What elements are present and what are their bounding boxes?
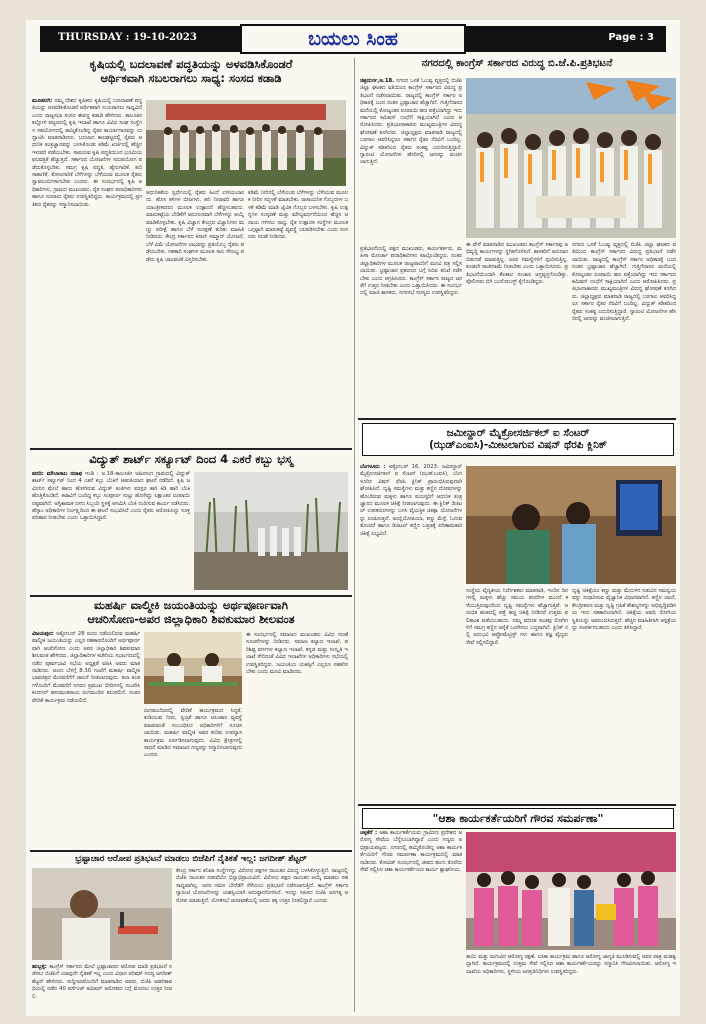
farming-body-col2: ಆಧುನಿಕತೆಯ ಸ್ವರ್ಧೆಯಲ್ಲಿ ರೈತರು ಹಿಂದೆ ಉಳಿಯಬಾರದು. ಹೊಸ ತಳಿಗಳ ಬೀಜಗಳು, ಹನಿ ನೀರಾವರಿ ಹಾಗೂ ಯಾಂತ್ರೀಕರಣದ ಮೂಲಕ ಉತ್ಪಾದನೆ ಹೆಚ್ಚಿಸಬಹುದು. ಮಾರುಕಟ್ಟೆಯ ಬೇಡಿಕೆಗೆ ಅನುಗುಣವಾಗಿ ಬೆಳೆಗಳನ್ನು ಆಯ್ಕೆ ಮಾಡಿಕೊಳ್ಳಬೇಕು. ಕೃಷಿ ವಿಜ್ಞಾನ ಕೇಂದ್ರದ ವಿಜ್ಞಾನಿಗಳು ಮಣ್ಣು ಪರೀಕ್ಷೆ ಹಾಗೂ ಬೆಳೆ ಸಂರಕ್ಷಣೆ ಕುರಿತು ಮಾಹಿತಿ ನೀಡಿದರು. ಕೇಂದ್ರ ಸರ್ಕಾರದ ಕಿಸಾನ್ ಸಮ್ಮಾನ್ ಯೋಜನೆ, ಬೆಳೆ ವಿಮೆ ಯೋಜನೆಗಳ ಲಾಭವನ್ನು ಪ್ರತಿಯೊಬ್ಬ ರೈತರು ಪಡೆಯಬೇಕು. ಸಹಕಾರಿ ಸಂಘಗಳ ಮೂಲಕ ಸಾಲ ಸೌಲಭ್ಯ ಪಡೆದು ಕೃಷಿ ಚಟುವಟಿಕೆ ವಿಸ್ತರಿಸಬೇಕು. bbox=[146, 190, 244, 263]
asha-headline: "ಆಶಾ ಕಾರ್ಯಕರ್ತೆಯರಿಗೆ ಗೌರವ ಸಮರ್ಪಣಾ" bbox=[362, 808, 674, 829]
valmiki-body-col1: ವಿಜಯಪುರ: ಅಕ್ಟೋಬರ್ 28 ರಂದು ನಡೆಯಲಿರುವ ಮಹರ್ಷಿ ವಾಲ್ಮೀಕಿ ಜಯಂತಿಯನ್ನು ಎಲ್ಲರ ಸಹಕಾರದೊಂದಿಗೆ ಅರ್ಥಪೂರ್ಣವಾಗಿ ಆಚರಿಸೋಣ ಎಂದು ಅಪರ ಜಿಲ್ಲಾಧಿಕಾರಿ ಶಿವಕುಮಾರ ಶೀಲವಂತ ಹೇಳಿದರು. ಜಿಲ್ಲಾಧಿಕಾರಿಗಳ ಕಚೇರಿಯ ಸಭಾಂಗಣದಲ್ಲಿ ನಡೆದ ಪೂರ್ವಭಾವಿ ಸಭೆಯ ಅಧ್ಯಕ್ಷತೆ ವಹಿಸಿ ಅವರು ಮಾತನಾಡಿದರು. ಅಂದು ಬೆಳಿಗ್ಗೆ 8.30 ಗಂಟೆಗೆ ಮಹರ್ಷಿ ವಾಲ್ಮೀಕಿ ಭಾವಚಿತ್ರದ ಮೆರವಣಿಗೆಗೆ ಚಾಲನೆ ನೀಡಲಾಗುವುದು. ಕಲಾ ತಂಡಗಳೊಂದಿಗೆ ಮೆರವಣಿಗೆ ನಗರದ ಪ್ರಮುಖ ಬೀದಿಗಳಲ್ಲಿ ಸಂಚರಿಸಿ ಕಂದಗಲ್ ಹನುಮಂತರಾಯ ರಂಗಮಂದಿರ ತಲುಪಲಿದೆ. ನಂತರ ವೇದಿಕೆ ಕಾರ್ಯಕ್ರಮ ನಡೆಯಲಿದೆ. bbox=[32, 631, 140, 704]
divider bbox=[30, 595, 352, 597]
divider bbox=[358, 804, 676, 806]
protest-body-col2: ಪ್ರತಿಭಟನೆಯಲ್ಲಿ ಪಕ್ಷದ ಮುಖಂಡರು, ಕಾರ್ಯಕರ್ತರು, ಮಹಿಳಾ ಮೋರ್ಚಾ ಪದಾಧಿಕಾರಿಗಳು ಪಾಲ್ಗೊಂಡಿದ್ದರು. ನಂತರ ಜಿಲ್ಲಾಧಿಕಾರಿಗಳ ಮೂಲಕ ರಾಜ್ಯಪಾಲರಿಗೆ ಮನವಿ ಪತ್ರ ಸಲ್ಲಿಸಲಾಯಿತು. ಭ್ರಷ್ಟಾಚಾರ ಪ್ರಕರಣದ ಬಗ್ಗೆ ಸಿಬಿಐ ತನಿಖೆ ನಡೆಸಬೇಕು ಎಂದು ಆಗ್ರಹಿಸಿದರು. ಕಾಂಗ್ರೆಸ್ ಸರ್ಕಾರ ರಾಜ್ಯದ ಜನತೆಗೆ ಉತ್ತರ ನೀಡಬೇಕು ಎಂದು ಒತ್ತಾಯಿಸಿದರು. ಈ ಸಂದರ್ಭದಲ್ಲಿ ಮಾಜಿ ಶಾಸಕರು, ನಗರಸಭೆ ಸದಸ್ಯರು ಉಪಸ್ಥಿತರಿದ್ದರು. bbox=[360, 246, 462, 297]
clinic-body-col1: ಬೆಂಗಳೂರು : ಅಕ್ಟೋಬರ್ 16, 2023: ಜಮೀನ್ದಾರ್ ಮೈಕ್ರೋಸರ್ಜಿಕಲ್ ಐ ಸೆಂಟರ್ (ಝಡ್ಎಂಐಸಿ), ಬೆಂಗಳೂರಿನ ವಿಷನ್ ಥೆರಪಿ ಕ್ಲಿನಿಕ್ ಪ್ರಾರಂಭಿಸಿರುವುದಾಗಿ ಘೋಷಿಸಿದೆ. ದೃಷ್ಟಿ ಸಮಸ್ಯೆಗಳು ಮತ್ತು ಕಣ್ಣಿನ ದೋಷಗಳನ್ನು ಹೊಂದಿರುವ ಮಕ್ಕಳು ಹಾಗೂ ವಯಸ್ಕರಿಗೆ ಆಧುನಿಕ ತಂತ್ರಜ್ಞಾನದ ಮೂಲಕ ಚಿಕಿತ್ಸೆ ನೀಡಲಾಗುವುದು. ಈ ಕ್ಲಿನಿಕ್ ಡಿಜಿಟಲ್ ಉಪಕರಣಗಳನ್ನು ಬಳಸಿ ವೈಯಕ್ತಿಕ ಚಿಕಿತ್ಸಾ ಯೋಜನೆಗಳನ್ನು ರೂಪಿಸುತ್ತದೆ. ಅಂಬ್ಲಿಯೋಪಿಯಾ, ಕಣ್ಣು ಮೆಳ್ಳೆ, ಓದುವ ತೊಂದರೆ ಹಾಗೂ ಡಿಜಿಟಲ್ ಕಣ್ಣಿನ ಒತ್ತಡಕ್ಕೆ ಪರಿಣಾಮಕಾರಿ ಚಿಕಿತ್ಸೆ ಲಭ್ಯವಿದೆ. bbox=[360, 464, 462, 537]
protest-body-col1: ಚಿತ್ರದುರ್ಗ,ಅ.18. ನಗರದ ಒನಕೆ ಓಬವ್ವ ವೃತ್ತದಲ್ಲಿ ಬಿಜೆಪಿ ಜಿಲ್ಲಾ ಘಟಕದ ವತಿಯಿಂದ ಕಾಂಗ್ರೆಸ್ ಸರ್ಕಾರದ ವಿರುದ್ಧ ಪ್ರತಿಭಟನೆ ನಡೆಸಲಾಯಿತು. ರಾಜ್ಯದಲ್ಲಿ ಕಾಂಗ್ರೆಸ್ ಸರ್ಕಾರ ಅಧಿಕಾರಕ್ಕೆ ಬಂದ ನಂತರ ಭ್ರಷ್ಟಾಚಾರ ಹೆಚ್ಚಾಗಿದೆ. ಗುತ್ತಿಗೆದಾರರ ಮನೆಯಲ್ಲಿ ಕೋಟ್ಯಂತರ ರೂಪಾಯಿ ಹಣ ಪತ್ತೆಯಾಗಿದ್ದು ಇದು ಸರ್ಕಾರದ ಕಮಿಷನ್ ದಂಧೆಗೆ ಸಾಕ್ಷಿಯಾಗಿದೆ ಎಂದು ಆರೋಪಿಸಿದರು. ಪ್ರತಿಭಟನಾಕಾರರು ಮುಖ್ಯಮಂತ್ರಿಗಳ ವಿರುದ್ಧ ಘೋಷಣೆ ಕೂಗಿದರು. ಜಿಲ್ಲಾಧ್ಯಕ್ಷರು ಮಾತನಾಡಿ ರಾಜ್ಯದಲ್ಲಿ ಬರಗಾಲ ಆವರಿಸಿದ್ದರೂ ಸರ್ಕಾರ ರೈತರ ನೆರವಿಗೆ ಬಂದಿಲ್ಲ. ವಿದ್ಯುತ್ ಕಡಿತದಿಂದ ರೈತರು ಸಂಕಷ್ಟ ಎದುರಿಸುತ್ತಿದ್ದಾರೆ. ಗ್ಯಾರಂಟಿ ಯೋಜನೆಗಳ ಹೆಸರಿನಲ್ಲಿ ಜನರನ್ನು ವಂಚಿಸಲಾಗುತ್ತಿದೆ. bbox=[360, 78, 462, 166]
protest-photo bbox=[466, 78, 676, 238]
clinic-photo bbox=[466, 466, 676, 584]
corruption-body-col2: ಕೇಂದ್ರ ಸರ್ಕಾರ ತನಿಖಾ ಸಂಸ್ಥೆಗಳನ್ನು ವಿರೋಧ ಪಕ್ಷಗಳ ನಾಯಕರ ವಿರುದ್ಧ ಬಳಸಿಕೊಳ್ಳುತ್ತಿದೆ. ರಾಜ್ಯದಲ್ಲಿ ಬಿಜೆಪಿ ನಾಯಕರ ನಡುವೆಯೇ ಭಿನ್ನಾಭಿಪ್ರಾಯವಿದೆ. ವಿರೋಧ ಪಕ್ಷದ ನಾಯಕನ ಆಯ್ಕೆ ಮಾಡಲು ಸಹ ಸಾಧ್ಯವಾಗಿಲ್ಲ. ಜನರ ಗಮನ ಬೇರೆಡೆಗೆ ಸೆಳೆಯಲು ಪ್ರತಿಭಟನೆ ನಡೆಸಲಾಗುತ್ತಿದೆ. ಕಾಂಗ್ರೆಸ್ ಸರ್ಕಾರ ಗ್ಯಾರಂಟಿ ಯೋಜನೆಗಳನ್ನು ಯಶಸ್ವಿಯಾಗಿ ಅನುಷ್ಠಾನಗೊಳಿಸಿದೆ. ಇದನ್ನು ಸಹಿಸದ ಬಿಜೆಪಿ ಅನಗತ್ಯ ಆರೋಪ ಮಾಡುತ್ತಿದೆ. ಲೋಕಸಭೆ ಚುನಾವಣೆಯಲ್ಲಿ ಜನರು ತಕ್ಕ ಉತ್ತರ ನೀಡಲಿದ್ದಾರೆ ಎಂದರು. bbox=[176, 868, 348, 904]
divider bbox=[30, 448, 352, 450]
protest-body-col3: ಈ ವೇಳೆ ಮಾತನಾಡಿದ ಮುಖಂಡರು ಕಾಂಗ್ರೆಸ್ ಸರ್ಕಾರವು ಅಭಿವೃದ್ಧಿ ಕಾರ್ಯಗಳನ್ನು ಸ್ಥಗಿತಗೊಳಿಸಿದೆ. ಶಾಸಕರಿಗೆ ಅನುದಾನ ಬಿಡುಗಡೆ ಮಾಡುತ್ತಿಲ್ಲ. ಜನರ ಸಮಸ್ಯೆಗಳಿಗೆ ಸ್ಪಂದಿಸುತ್ತಿಲ್ಲ. ಕೂಡಲೇ ರಾಜೀನಾಮೆ ನೀಡಬೇಕು ಎಂದು ಒತ್ತಾಯಿಸಿದರು. ಪ್ರತಿಭಟನೆಯಿಂದಾಗಿ ಕೆಲಕಾಲ ಸಂಚಾರ ಅಸ್ತವ್ಯಸ್ತಗೊಂಡಿತ್ತು. ಪೊಲೀಸರು ಬಿಗಿ ಬಂದೋಬಸ್ತ್ ಕೈಗೊಂಡಿದ್ದರು. bbox=[466, 242, 568, 286]
farming-body-col1: ಮೂಡಲಗಿ: ನಮ್ಮ ದೇಶದ ಕೃಷಿಕರು ಕೃಷಿಯಲ್ಲಿ ಬದಲಾವಣೆ ಪದ್ಧತಿಯನ್ನು ಅಳವಡಿಸಿಕೊಂಡರೆ ಆರ್ಥಿಕವಾಗಿ ಸಬಲರಾಗಲು ಸಾಧ್ಯವಿದೆ ಎಂದು ರಾಜ್ಯಸಭಾ ಸಂಸದ ಈರಣ್ಣ ಕಡಾಡಿ ಹೇಳಿದರು. ತಾಲೂಕಿನ ಕಲ್ಲೋಳಿ ಪಟ್ಟಣದಲ್ಲಿ ಕೃಷಿ ಇಲಾಖೆ ಹಾಗೂ ವಿವಿಧ ಸಂಘ ಸಂಸ್ಥೆಗಳ ಸಹಯೋಗದಲ್ಲಿ ಹಮ್ಮಿಕೊಂಡಿದ್ದ ರೈತರ ಕಾರ್ಯಾಗಾರವನ್ನು ಉದ್ಘಾಟಿಸಿ ಮಾತನಾಡಿದರು. ಬದಲಾದ ಕಾಲಘಟ್ಟದಲ್ಲಿ ರೈತರು ಆಧುನಿಕ ತಂತ್ರಜ್ಞಾನವನ್ನು ಬಳಸಿಕೊಂಡು ಕಡಿಮೆ ಖರ್ಚಿನಲ್ಲಿ ಹೆಚ್ಚಿನ ಇಳುವರಿ ಪಡೆಯಬೇಕು. ಸಾವಯವ ಕೃಷಿ ಪದ್ಧತಿಯಿಂದ ಭೂಮಿಯ ಫಲವತ್ತತೆ ಹೆಚ್ಚುತ್ತದೆ. ಸರ್ಕಾರದ ಯೋಜನೆಗಳ ಸದುಪಯೋಗ ಪಡೆದುಕೊಳ್ಳಬೇಕು. ಸಮಗ್ರ ಕೃಷಿ ಪದ್ಧತಿ, ಹೈನುಗಾರಿಕೆ, ಕುರಿ ಸಾಕಾಣಿಕೆ, ತೋಟಗಾರಿಕೆ ಬೆಳೆಗಳನ್ನು ಬೆಳೆಯುವ ಮೂಲಕ ರೈತರು ಸ್ವಾವಲಂಬಿಗಳಾಗಬೇಕು ಎಂದರು. ಈ ಸಂದರ್ಭದಲ್ಲಿ ಕೃಷಿ ಅಧಿಕಾರಿಗಳು, ಗ್ರಾಮದ ಮುಖಂಡರು, ರೈತ ಸಂಘದ ಪದಾಧಿಕಾರಿಗಳು ಹಾಗೂ ನೂರಾರು ರೈತರು ಉಪಸ್ಥಿತರಿದ್ದರು. ಕಾರ್ಯಕ್ರಮದಲ್ಲಿ ಪ್ರಗತಿಪರ ರೈತರನ್ನು ಸನ್ಮಾನಿಸಲಾಯಿತು. bbox=[32, 98, 142, 208]
header-bar bbox=[40, 26, 666, 52]
protest-body-col4: ನಗರದ ಒನಕೆ ಓಬವ್ವ ವೃತ್ತದಲ್ಲಿ ಬಿಜೆಪಿ ಜಿಲ್ಲಾ ಘಟಕದ ವತಿಯಿಂದ ಕಾಂಗ್ರೆಸ್ ಸರ್ಕಾರದ ವಿರುದ್ಧ ಪ್ರತಿಭಟನೆ ನಡೆಸಲಾಯಿತು. ರಾಜ್ಯದಲ್ಲಿ ಕಾಂಗ್ರೆಸ್ ಸರ್ಕಾರ ಅಧಿಕಾರಕ್ಕೆ ಬಂದ ನಂತರ ಭ್ರಷ್ಟಾಚಾರ ಹೆಚ್ಚಾಗಿದೆ. ಗುತ್ತಿಗೆದಾರರ ಮನೆಯಲ್ಲಿ ಕೋಟ್ಯಂತರ ರೂಪಾಯಿ ಹಣ ಪತ್ತೆಯಾಗಿದ್ದು ಇದು ಸರ್ಕಾರದ ಕಮಿಷನ್ ದಂಧೆಗೆ ಸಾಕ್ಷಿಯಾಗಿದೆ ಎಂದು ಆರೋಪಿಸಿದರು. ಪ್ರತಿಭಟನಾಕಾರರು ಮುಖ್ಯಮಂತ್ರಿಗಳ ವಿರುದ್ಧ ಘೋಷಣೆ ಕೂಗಿದರು. ಜಿಲ್ಲಾಧ್ಯಕ್ಷರು ಮಾತನಾಡಿ ರಾಜ್ಯದಲ್ಲಿ ಬರಗಾಲ ಆವರಿಸಿದ್ದರೂ ಸರ್ಕಾರ ರೈತರ ನೆರವಿಗೆ ಬಂದಿಲ್ಲ. ವಿದ್ಯುತ್ ಕಡಿತದಿಂದ ರೈತರು ಸಂಕಷ್ಟ ಎದುರಿಸುತ್ತಿದ್ದಾರೆ. ಗ್ಯಾರಂಟಿ ಯೋಜನೆಗಳ ಹೆಸರಿನಲ್ಲಿ ಜನರನ್ನು ವಂಚಿಸಲಾಗುತ್ತಿದೆ. bbox=[572, 242, 676, 323]
shettar-photo bbox=[32, 868, 172, 960]
farming-event-photo bbox=[146, 100, 346, 186]
clinic-body-col2: ಸಂಸ್ಥೆಯ ವೈದ್ಯಕೀಯ ನಿರ್ದೇಶಕರು ಮಾತನಾಡಿ, ಇಂದಿನ ದಿನಗಳಲ್ಲಿ ಮಕ್ಕಳು ಹೆಚ್ಚು ಸಮಯ ಪರದೆಗಳ ಮುಂದೆ ಕಳೆಯುತ್ತಿರುವುದರಿಂದ ದೃಷ್ಟಿ ಸಮಸ್ಯೆಗಳು ಹೆಚ್ಚಾಗುತ್ತಿವೆ. ಆರಂಭಿಕ ಹಂತದಲ್ಲಿ ಪತ್ತೆ ಹಚ್ಚಿ ಚಿಕಿತ್ಸೆ ನೀಡಿದರೆ ಉತ್ತಮ ಫಲಿತಾಂಶ ಪಡೆಯಬಹುದು. ನಮ್ಮ ಪರಿಣತ ತಂಡವು ರೋಗಿಗಳಿಗೆ ಸಮಗ್ರ ಕಣ್ಣಿನ ಆರೈಕೆ ಒದಗಿಸಲು ಬದ್ಧವಾಗಿದೆ. ಕ್ಲಿನಿಕ್ ನಲ್ಲಿ ಅನುಭವಿ ಆಪ್ಟೋಮೆಟ್ರಿಸ್ಟ್ ಗಳು ಹಾಗೂ ತಜ್ಞ ವೈದ್ಯರು ಸೇವೆ ಸಲ್ಲಿಸಲಿದ್ದಾರೆ. bbox=[466, 588, 568, 646]
valmiki-body-col2: ರಂಗಮಂದಿರದಲ್ಲಿ ವೇದಿಕೆ ಕಾರ್ಯಕ್ರಮದ ಸಿದ್ಧತೆ, ಕುಡಿಯುವ ನೀರು, ಸ್ವಚ್ಛತೆ ಹಾಗೂ ಅಲಂಕಾರ ವ್ಯವಸ್ಥೆ ಮಾಡುವಂತೆ ಸಂಬಂಧಿಸಿದ ಅಧಿಕಾರಿಗಳಿಗೆ ಸೂಚಿಸಲಾಯಿತು. ಮಹರ್ಷಿ ವಾಲ್ಮೀಕಿ ಅವರ ಕುರಿತು ಉಪನ್ಯಾಸ ಕಾರ್ಯಕ್ರಮ ಏರ್ಪಡಿಸಲಾಗುವುದು. ವಿವಿಧ ಕ್ಷೇತ್ರಗಳಲ್ಲಿ ಸಾಧನೆ ಮಾಡಿದ ಸಮಾಜದ ಗಣ್ಯರನ್ನು ಸನ್ಮಾನಿಸಲಾಗುವುದು ಎಂದರು. bbox=[144, 708, 242, 759]
newspaper-page bbox=[26, 20, 680, 1016]
corruption-headline: ಭ್ರಷ್ಟಾಚಾರ ಆರೋಪ ಪ್ರತಿಭಟನೆ ಮಾಡಲು ಬಿಜೆಪಿಗೆ ನೈತಿಕತೆ ಇಲ್ಲ: ಜಗದೀಶ್ ಶೆಟ್ಟರ್ bbox=[75, 854, 307, 864]
column-separator bbox=[354, 58, 355, 1012]
short-circuit-headline: ವಿದ್ಯುತ್ ಶಾರ್ಟ್ ಸರ್ಕ್ಯೂಟ್ ದಿಂದ 4 ಎಕರೆ ಕಬ್ಬು ಭಸ್ಮ bbox=[89, 452, 293, 466]
protest-headline: ನಗರದಲ್ಲಿ ಕಾಂಗ್ರೆಸ್ ಸರ್ಕಾರದ ವಿರುದ್ಧ ಬಿ.ಜೆ.ಪಿ.ಪ್ರತಿಭಟನೆ bbox=[421, 58, 613, 69]
valmiki-body-col3: ಈ ಸಂದರ್ಭದಲ್ಲಿ ಸಮಾಜದ ಮುಖಂಡರು ವಿವಿಧ ಸಲಹೆ ಸೂಚನೆಗಳನ್ನು ನೀಡಿದರು. ಸಮಾಜ ಕಲ್ಯಾಣ ಇಲಾಖೆ, ಪರಿಶಿಷ್ಟ ವರ್ಗಗಳ ಕಲ್ಯಾಣ ಇಲಾಖೆ, ಕನ್ನಡ ಮತ್ತು ಸಂಸ್ಕೃತಿ ಇಲಾಖೆ ಸೇರಿದಂತೆ ವಿವಿಧ ಇಲಾಖೆಗಳ ಅಧಿಕಾರಿಗಳು ಸಭೆಯಲ್ಲಿ ಉಪಸ್ಥಿತರಿದ್ದರು. ಜಯಂತಿಯ ಯಶಸ್ಸಿಗೆ ಎಲ್ಲರೂ ಸಹಕರಿಸಬೇಕು ಎಂದು ಮನವಿ ಮಾಡಿದರು. bbox=[246, 632, 348, 676]
corruption-body-col1: ಹುಬ್ಬಳ್ಳಿ: ಕಾಂಗ್ರೆಸ್ ಸರ್ಕಾರದ ಮೇಲೆ ಭ್ರಷ್ಟಾಚಾರದ ಆರೋಪ ಮಾಡಿ ಪ್ರತಿಭಟನೆ ನಡೆಸಲು ಬಿಜೆಪಿಗೆ ಯಾವುದೇ ನೈತಿಕತೆ ಇಲ್ಲ ಎಂದು ವಿಧಾನ ಪರಿಷತ್ ಸದಸ್ಯ ಜಗದೀಶ್ ಶೆಟ್ಟರ್ ಹೇಳಿದರು. ಸುದ್ದಿಗಾರರೊಂದಿಗೆ ಮಾತನಾಡಿದ ಅವರು, ಬಿಜೆಪಿ ಆಡಳಿತಾವಧಿಯಲ್ಲಿ ನಡೆದ 40 ಪರ್ಸೆಂಟ್ ಕಮಿಷನ್ ಆರೋಪದ ಬಗ್ಗೆ ಮೊದಲು ಉತ್ತರ ನೀಡಲಿ. bbox=[32, 964, 172, 1000]
masthead: ಬಯಲು ಸಿಂಹ bbox=[240, 24, 466, 54]
clinic-headline: ಜಮೀನ್ದಾರ್ ಮೈಕ್ರೋಸರ್ಜಿಕಲ್ ಐ ಸೆಂಟರ್ (ಝಡ್ಎಂಐಸಿ)-ಮೀಟಲಾಗುವ ವಿಷನ್ ಥೆರಪಿ ಕ್ಲಿನಿಕ್ bbox=[362, 423, 674, 456]
farming-body-col3: ಕಡಿಮೆ ನೀರಿನಲ್ಲಿ ಬೆಳೆಯುವ ಬೆಳೆಗಳನ್ನು ಬೆಳೆಯುವ ಮೂಲಕ ನೀರಿನ ಸದ್ಬಳಕೆ ಮಾಡಬೇಕು. ರಾಸಾಯನಿಕ ಗೊಬ್ಬರಗಳ ಬಳಕೆ ಕಡಿಮೆ ಮಾಡಿ ಜೈವಿಕ ಗೊಬ್ಬರ ಬಳಸಬೇಕು. ಕೃಷಿ ಉತ್ಪನ್ನಗಳ ಸಂಸ್ಕರಣೆ ಮತ್ತು ಮೌಲ್ಯವರ್ಧನೆಯಿಂದ ಹೆಚ್ಚಿನ ಆದಾಯ ಗಳಿಸಲು ಸಾಧ್ಯ. ರೈತ ಉತ್ಪಾದಕ ಸಂಸ್ಥೆಗಳ ಮೂಲಕ ಒಗ್ಗಟ್ಟಾಗಿ ಮಾರುಕಟ್ಟೆ ವ್ಯವಸ್ಥೆ ಬಲಪಡಿಸಬೇಕು ಎಂದು ಸಂಸದರು ಸಲಹೆ ನೀಡಿದರು. bbox=[248, 190, 348, 241]
divider bbox=[358, 418, 676, 420]
asha-body-col2: ತಾಯಿ ಮತ್ತು ಮಗುವಿನ ಆರೋಗ್ಯ ರಕ್ಷಣೆ, ಲಸಿಕಾ ಕಾರ್ಯಕ್ರಮ ಹಾಗೂ ಆರೋಗ್ಯ ಜಾಗೃತಿ ಮೂಡಿಸುವಲ್ಲಿ ಅವರ ಪಾತ್ರ ಮಹತ್ವದ್ದಾಗಿದೆ. ಕಾರ್ಯಕ್ರಮದಲ್ಲಿ ಉತ್ತಮ ಸೇವೆ ಸಲ್ಲಿಸಿದ ಆಶಾ ಕಾರ್ಯಕರ್ತೆಯರನ್ನು ಸನ್ಮಾನಿಸಿ ಗೌರವಿಸಲಾಯಿತು. ಆರೋಗ್ಯ ಇಲಾಖೆಯ ಅಧಿಕಾರಿಗಳು, ಸ್ಥಳೀಯ ಜನಪ್ರತಿನಿಧಿಗಳು ಉಪಸ್ಥಿತರಿದ್ದರು. bbox=[466, 954, 676, 975]
valmiki-meeting-photo bbox=[144, 632, 242, 704]
valmiki-headline: ಮಹರ್ಷಿ ವಾಲ್ಮೀಕಿ ಜಯಂತಿಯನ್ನು ಅರ್ಥಪೂರ್ಣವಾಗಿ ಆಚರಿಸೋಣ-ಅಪರ ಜಿಲ್ಲಾಧಿಕಾರಿ ಶಿವಕುಮಾರ ಶೀಲವಂತ bbox=[87, 598, 295, 626]
page-number: Page : 3 bbox=[608, 32, 654, 43]
asha-body-col1: ಚಳ್ಳಕೆರೆ : ಆಶಾ ಕಾರ್ಯಕರ್ತೆಯರು ಗ್ರಾಮೀಣ ಪ್ರದೇಶದ ಆರೋಗ್ಯ ಸೇವೆಯ ಬೆನ್ನೆಲುಬಾಗಿದ್ದಾರೆ ಎಂದು ಗಣ್ಯರು ಅಭಿಪ್ರಾಯಪಟ್ಟರು. ನಗರದಲ್ಲಿ ಹಮ್ಮಿಕೊಂಡಿದ್ದ ಆಶಾ ಕಾರ್ಯಕರ್ತೆಯರಿಗೆ ಗೌರವ ಸಮರ್ಪಣಾ ಕಾರ್ಯಕ್ರಮದಲ್ಲಿ ಮಾತನಾಡಿದರು. ಕೋವಿಡ್ ಸಂದರ್ಭದಲ್ಲಿ ಜೀವದ ಹಂಗು ತೊರೆದು ಸೇವೆ ಸಲ್ಲಿಸಿದ ಆಶಾ ಕಾರ್ಯಕರ್ತೆಯರ ಕಾರ್ಯ ಶ್ಲಾಘನೀಯ. bbox=[360, 830, 462, 874]
asha-group-photo bbox=[466, 832, 676, 950]
burnt-sugarcane-photo bbox=[194, 472, 348, 590]
divider bbox=[30, 850, 352, 852]
issue-date: THURSDAY : 19-10-2023 bbox=[58, 32, 197, 43]
short-circuit-body: ವರದಿ: ಮೌಲಾಸಾಬ ನದಾಫ ಇಂಡಿ : ಅ.18-ತಾಲೂಕಿನ ಅಹಿರಸಂಗ ಗ್ರಾಮದಲ್ಲಿ ವಿದ್ಯುತ್ ಶಾರ್ಟ್ ಸರ್ಕ್ಯೂಟ್ ನಿಂದ 4 ಎಕರೆ ಕಬ್ಬು ಬೆಂಕಿಗೆ ಆಹುತಿಯಾದ ಘಟನೆ ನಡೆದಿದೆ. ಕೃಷಿ ಜಮೀನಿನ ಮೇಲೆ ಹಾದು ಹೋಗಿರುವ ವಿದ್ಯುತ್ ತಂತಿಗಳು ಪರಸ್ಪರ ತಾಗಿ ಕಿಡಿ ಹಾರಿ ಬೆಂಕಿ ಹೊತ್ತಿಕೊಂಡಿದೆ. ಕಟಾವಿಗೆ ಬಂದಿದ್ದ ಕಬ್ಬು ಸಂಪೂರ್ಣ ಸುಟ್ಟು ಹೋಗಿದ್ದು ಲಕ್ಷಾಂತರ ರೂಪಾಯಿ ನಷ್ಟವಾಗಿದೆ. ಅಗ್ನಿಶಾಮಕ ದಳದ ಸಿಬ್ಬಂದಿ ಸ್ಥಳಕ್ಕೆ ಆಗಮಿಸಿ ಬೆಂಕಿ ನಂದಿಸುವ ಕಾರ್ಯ ನಡೆಸಿದರು. ಹೆಸ್ಕಾಂ ಅಧಿಕಾರಿಗಳ ನಿರ್ಲಕ್ಷ್ಯದಿಂದ ಈ ಘಟನೆ ಸಂಭವಿಸಿದೆ ಎಂದು ರೈತರು ಆರೋಪಿಸಿದ್ದು ಸೂಕ್ತ ಪರಿಹಾರ ನೀಡಬೇಕು ಎಂದು ಒತ್ತಾಯಿಸಿದ್ದಾರೆ. bbox=[32, 471, 190, 522]
clinic-body-col3: ದೃಷ್ಟಿ ಚಿಕಿತ್ಸೆಯು ಕಣ್ಣು ಮತ್ತು ಮೆದುಳಿನ ನಡುವಿನ ಸಮನ್ವಯವನ್ನು ಸುಧಾರಿಸುವ ವೈಜ್ಞಾನಿಕ ವಿಧಾನವಾಗಿದೆ. ಕಣ್ಣಿನ ಚಲನೆ, ಕೇಂದ್ರೀಕರಣ ಮತ್ತು ದೃಷ್ಟಿ ಗ್ರಹಿಕೆ ಕೌಶಲ್ಯಗಳನ್ನು ಅಭಿವೃದ್ಧಿಪಡಿಸಲು ಇದು ಸಹಕಾರಿಯಾಗಿದೆ. ಚಿಕಿತ್ಸೆಯ ಅವಧಿ ರೋಗಿಯ ಸ್ಥಿತಿಯನ್ನು ಅವಲಂಬಿಸಿರುತ್ತದೆ. ಹೆಚ್ಚಿನ ಮಾಹಿತಿಗಾಗಿ ಆಸ್ಪತ್ರೆಯನ್ನು ಸಂಪರ್ಕಿಸಬಹುದು ಎಂದು ತಿಳಿಸಿದ್ದಾರೆ. bbox=[572, 588, 676, 632]
farming-headline: ಕೃಷಿಯಲ್ಲಿ ಬದಲಾವಣೆ ಪದ್ಧತಿಯನ್ನು ಅಳವಡಿಸಿಕೊಂಡರೆ ಆರ್ಥಿಕವಾಗಿ ಸಬಲರಾಗಲು ಸಾಧ್ಯ: ಸಂಸದ ಕಡಾಡಿ bbox=[89, 57, 293, 85]
